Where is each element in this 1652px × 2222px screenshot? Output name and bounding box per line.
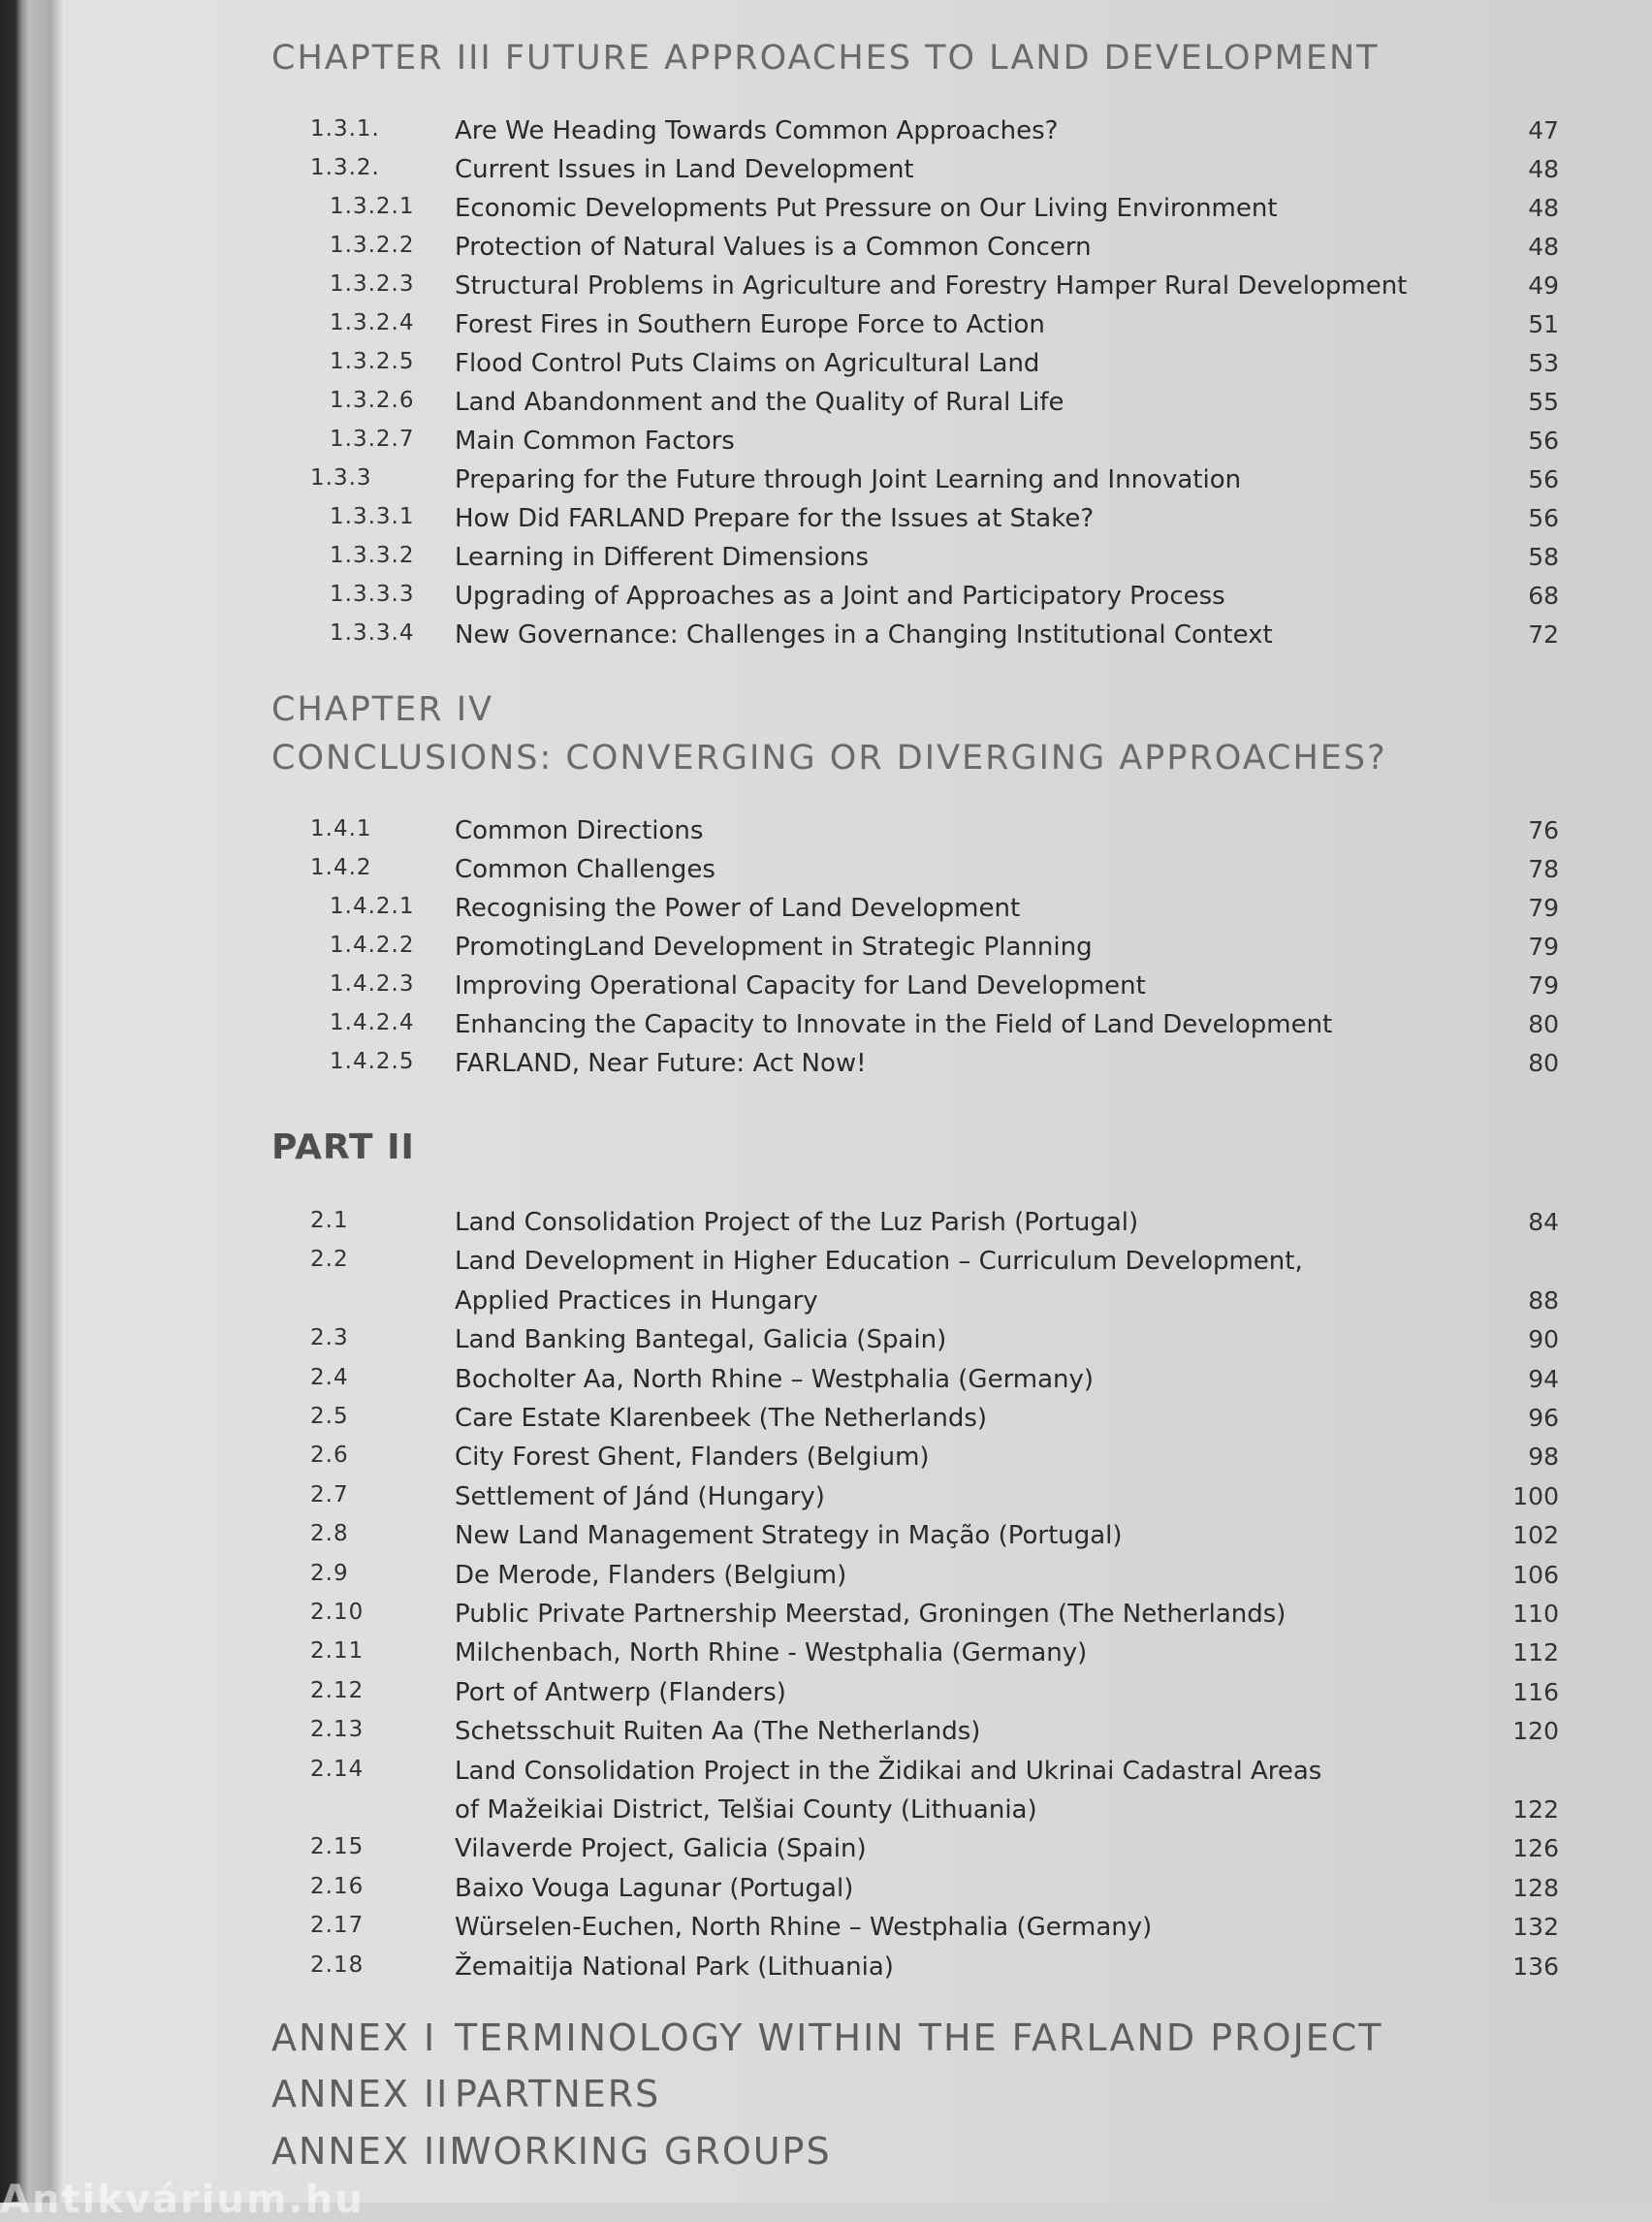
toc-entry-number: 2.7 (310, 1481, 349, 1508)
toc-entry-page: 72 (1528, 620, 1559, 649)
toc-entry-title: Würselen-Euchen, North Rhine – Westphalia (Germany) (455, 1913, 1153, 1943)
toc-entry-page: 126 (1512, 1834, 1559, 1863)
toc-entry-page: 102 (1512, 1521, 1559, 1550)
toc-entry-title: Current Issues in Land Development (455, 155, 914, 184)
toc-entry-page: 96 (1528, 1404, 1559, 1432)
toc-entry-title: Public Private Partnership Meerstad, Groningen (The Netherlands) (455, 1600, 1287, 1629)
toc-entry-page: 84 (1528, 1208, 1559, 1236)
toc-entry-number: 2.3 (310, 1325, 349, 1351)
toc-entry-title: Upgrading of Approaches as a Joint and Participatory Process (455, 582, 1225, 611)
toc-entry-title: Milchenbach, North Rhine - Westphalia (Germany) (455, 1638, 1088, 1668)
toc-entry-number: 1.3.2.5 (330, 349, 415, 374)
toc-entry-number: 2.15 (310, 1834, 365, 1860)
toc-entry-title: Land Consolidation Project in the Židikai and Ukrinai Cadastral Areas (455, 1756, 1322, 1786)
toc-entry-number: 1.4.2.3 (330, 971, 415, 997)
toc-entry-number: 1.3.3.2 (330, 543, 415, 568)
toc-entry-title: Learning in Different Dimensions (455, 543, 870, 572)
toc-entry-page: 100 (1512, 1481, 1559, 1510)
toc-entry (0, 971, 1652, 1010)
toc-entry-number: 2.1 (310, 1208, 349, 1233)
toc-entry-page: 90 (1528, 1325, 1559, 1354)
toc-entry (0, 1913, 1652, 1952)
toc-entry-page: 56 (1528, 504, 1559, 532)
toc-entry (0, 427, 1652, 465)
toc-entry-page: 47 (1528, 116, 1559, 144)
toc-entry-number: 1.3.3.4 (330, 620, 415, 646)
toc-entry-page: 58 (1528, 543, 1559, 571)
toc-entry (0, 1404, 1652, 1443)
toc-entry-title: Baixo Vouga Lagunar (Portugal) (455, 1873, 854, 1903)
toc-entry-page: 136 (1512, 1952, 1559, 1981)
toc-entry-number: 2.4 (310, 1364, 349, 1390)
toc-entry-number: 1.4.2 (310, 855, 372, 880)
toc-entry (0, 194, 1652, 233)
toc-entry-page: 88 (1528, 1286, 1559, 1315)
chapter4-heading-line1: CHAPTER IV (271, 690, 494, 729)
toc-entry-number: 2.6 (310, 1443, 349, 1469)
toc-entry-page: 48 (1528, 155, 1559, 183)
toc-entry-number: 2.18 (310, 1952, 365, 1978)
toc-entry-page: 79 (1528, 933, 1559, 961)
toc-entry-number: 1.4.2.5 (330, 1049, 415, 1074)
toc-entry-title: Land Consolidation Project of the Luz Parish (Portugal) (455, 1208, 1139, 1237)
annex-title: PARTNERS (455, 2073, 661, 2115)
toc-entry-number: 1.4.2.2 (330, 933, 415, 958)
toc-entry-title: De Merode, Flanders (Belgium) (455, 1560, 847, 1590)
toc-entry-number: 1.3.3 (310, 465, 372, 491)
watermark: Antikvárium.hu (0, 2177, 365, 2222)
toc-entry (0, 1757, 1652, 1795)
toc-entry (0, 855, 1652, 894)
toc-entry-title: Applied Practices in Hungary (455, 1286, 818, 1316)
toc-entry-page: 132 (1512, 1913, 1559, 1942)
toc-entry-page: 53 (1528, 349, 1559, 377)
toc-entry-number: 2.16 (310, 1873, 365, 1899)
toc-entry-title: Common Directions (455, 816, 704, 845)
toc-entry (0, 1717, 1652, 1756)
toc-entry-page: 128 (1512, 1873, 1559, 1902)
toc-entry-title: Forest Fires in Southern Europe Force to Action (455, 310, 1045, 339)
annex-label: ANNEX I (271, 2016, 437, 2059)
toc-entry-page: 68 (1528, 582, 1559, 610)
toc-entry-title: Protection of Natural Values is a Common Concern (455, 233, 1092, 262)
toc-entry-number: 1.4.1 (310, 816, 372, 841)
toc-entry-page: 56 (1528, 465, 1559, 493)
toc-entry-title: Main Common Factors (455, 427, 735, 456)
toc-entry-number: 2.14 (310, 1756, 365, 1782)
toc-entry-number: 2.13 (310, 1717, 365, 1743)
toc-entry-number: 1.3.2.2 (330, 233, 415, 258)
toc-entry (0, 1443, 1652, 1481)
toc-entry (0, 1247, 1652, 1286)
toc-entry-title: Land Abandonment and the Quality of Rural Life (455, 388, 1064, 417)
toc-entry-title: New Governance: Challenges in a Changing Institutional Context (455, 620, 1273, 650)
toc-entry (0, 155, 1652, 194)
toc-entry (0, 543, 1652, 582)
toc-entry-number: 1.3.2.4 (330, 310, 415, 335)
toc-entry-page: 98 (1528, 1443, 1559, 1472)
toc-entry-number: 1.3.2.1 (330, 194, 415, 219)
annex-label: ANNEX II (271, 2073, 450, 2115)
toc-entry (0, 504, 1652, 543)
toc-entry-number: 2.12 (310, 1677, 365, 1703)
toc-entry (0, 116, 1652, 155)
toc-entry-title: PromotingLand Development in Strategic Planning (455, 933, 1093, 962)
toc-entry (0, 1049, 1652, 1088)
toc-entry-page: 120 (1512, 1717, 1559, 1746)
toc-entry-title: How Did FARLAND Prepare for the Issues at Stake? (455, 504, 1095, 533)
toc-entry (0, 1521, 1652, 1560)
toc-entry (0, 1638, 1652, 1677)
toc-entry-page: 56 (1528, 427, 1559, 455)
toc-entry (0, 388, 1652, 427)
toc-entry-title: Land Development in Higher Education – Curriculum Development, (455, 1247, 1303, 1277)
toc-entry (0, 582, 1652, 620)
toc-entry-page: 49 (1528, 271, 1559, 300)
toc-entry (0, 1874, 1652, 1913)
part2-heading: PART II (271, 1127, 415, 1167)
toc-entry-page: 79 (1528, 971, 1559, 1000)
toc-entry-number: 2.5 (310, 1404, 349, 1429)
toc-entry-number: 1.3.2. (310, 155, 380, 180)
toc-entry-title: Are We Heading Towards Common Approaches? (455, 116, 1059, 145)
toc-entry-page: 78 (1528, 855, 1559, 883)
toc-entry-title: City Forest Ghent, Flanders (Belgium) (455, 1443, 930, 1473)
toc-entry (0, 1561, 1652, 1600)
toc-entry-title: Recognising the Power of Land Development (455, 894, 1021, 923)
annex-title: WORKING GROUPS (455, 2130, 832, 2173)
toc-entry-page: 48 (1528, 194, 1559, 222)
toc-entry-number: 1.4.2.4 (330, 1010, 415, 1035)
toc-entry (0, 349, 1652, 388)
toc-entry-page: 122 (1512, 1795, 1559, 1824)
toc-entry-page: 112 (1512, 1638, 1559, 1667)
toc-entry (0, 1286, 1652, 1325)
toc-entry-number: 1.3.2.3 (330, 271, 415, 297)
toc-entry-number: 1.4.2.1 (330, 894, 415, 919)
toc-entry (0, 894, 1652, 933)
toc-entry-number: 2.10 (310, 1600, 365, 1625)
toc-entry (0, 1010, 1652, 1049)
toc-entry (0, 1952, 1652, 1991)
toc-entry (0, 1208, 1652, 1247)
toc-entry-page: 55 (1528, 388, 1559, 416)
toc-entry-page: 80 (1528, 1049, 1559, 1077)
toc-entry-title: Care Estate Klarenbeek (The Netherlands) (455, 1404, 988, 1433)
toc-entry-page: 116 (1512, 1677, 1559, 1706)
toc-entry-title: Port of Antwerp (Flanders) (455, 1677, 786, 1707)
toc-entry-page: 48 (1528, 233, 1559, 261)
toc-entry (0, 1795, 1652, 1834)
toc-entry-title: Land Banking Bantegal, Galicia (Spain) (455, 1325, 947, 1355)
toc-entry-title: Settlement of Jánd (Hungary) (455, 1481, 825, 1511)
toc-entry (0, 1834, 1652, 1873)
toc-entry-number: 2.8 (310, 1521, 349, 1547)
toc-entry-title: Common Challenges (455, 855, 715, 884)
toc-entry-number: 1.3.3.3 (330, 582, 415, 607)
toc-entry-title: of Mažeikiai District, Telšiai County (Lithuania) (455, 1795, 1037, 1825)
toc-entry-number: 2.11 (310, 1638, 365, 1665)
toc-entry (0, 816, 1652, 855)
toc-entry-title: Improving Operational Capacity for Land Development (455, 971, 1146, 1000)
toc-entry-title: Economic Developments Put Pressure on Our Living Environment (455, 194, 1278, 223)
toc-entry-number: 2.2 (310, 1247, 349, 1273)
toc-entry-page: 79 (1528, 894, 1559, 922)
toc-entry-title: Enhancing the Capacity to Innovate in the Field of Land Development (455, 1010, 1333, 1039)
toc-entry (0, 620, 1652, 659)
toc-entry-title: Structural Problems in Agriculture and Forestry Hamper Rural Development (455, 271, 1408, 301)
toc-entry-page: 80 (1528, 1010, 1559, 1038)
annex-label: ANNEX III (271, 2130, 462, 2173)
toc-entry-page: 94 (1528, 1364, 1559, 1393)
toc-entry-title: Vilaverde Project, Galicia (Spain) (455, 1834, 867, 1864)
chapter3-heading: CHAPTER III FUTURE APPROACHES TO LAND DEVELOPMENT (271, 39, 1380, 78)
toc-entry-number: 2.17 (310, 1913, 365, 1939)
toc-entry (0, 1482, 1652, 1521)
toc-entry-number: 1.3.1. (310, 116, 380, 142)
chapter4-heading-line2: CONCLUSIONS: CONVERGING OR DIVERGING APPROACHES? (271, 739, 1387, 778)
toc-entry-page: 110 (1512, 1600, 1559, 1628)
toc-entry-page: 76 (1528, 816, 1559, 844)
toc-entry-page: 51 (1528, 310, 1559, 338)
toc-entry (0, 1600, 1652, 1638)
toc-entry-title: Bocholter Aa, North Rhine – Westphalia (Germany) (455, 1364, 1095, 1394)
toc-entry-number: 2.9 (310, 1560, 349, 1586)
toc-entry-title: Žemaitija National Park (Lithuania) (455, 1952, 894, 1982)
toc-entry (0, 310, 1652, 349)
toc-entry (0, 1325, 1652, 1364)
toc-entry-title: Flood Control Puts Claims on Agricultural Land (455, 349, 1040, 378)
toc-entry (0, 465, 1652, 504)
toc-entry (0, 233, 1652, 271)
toc-entry-title: Preparing for the Future through Joint Learning and Innovation (455, 465, 1242, 494)
toc-entry (0, 933, 1652, 971)
toc-entry-number: 1.3.3.1 (330, 504, 415, 529)
toc-entry-title: New Land Management Strategy in Mação (Portugal) (455, 1521, 1123, 1551)
toc-entry-number: 1.3.2.6 (330, 388, 415, 413)
toc-entry-title: Schetsschuit Ruiten Aa (The Netherlands) (455, 1717, 981, 1747)
toc-entry (0, 271, 1652, 310)
annex-title: TERMINOLOGY WITHIN THE FARLAND PROJECT (455, 2016, 1383, 2059)
toc-entry (0, 1365, 1652, 1404)
toc-entry-title: FARLAND, Near Future: Act Now! (455, 1049, 867, 1078)
toc-entry (0, 1678, 1652, 1717)
toc-entry-page: 106 (1512, 1560, 1559, 1589)
toc-entry-number: 1.3.2.7 (330, 427, 415, 452)
